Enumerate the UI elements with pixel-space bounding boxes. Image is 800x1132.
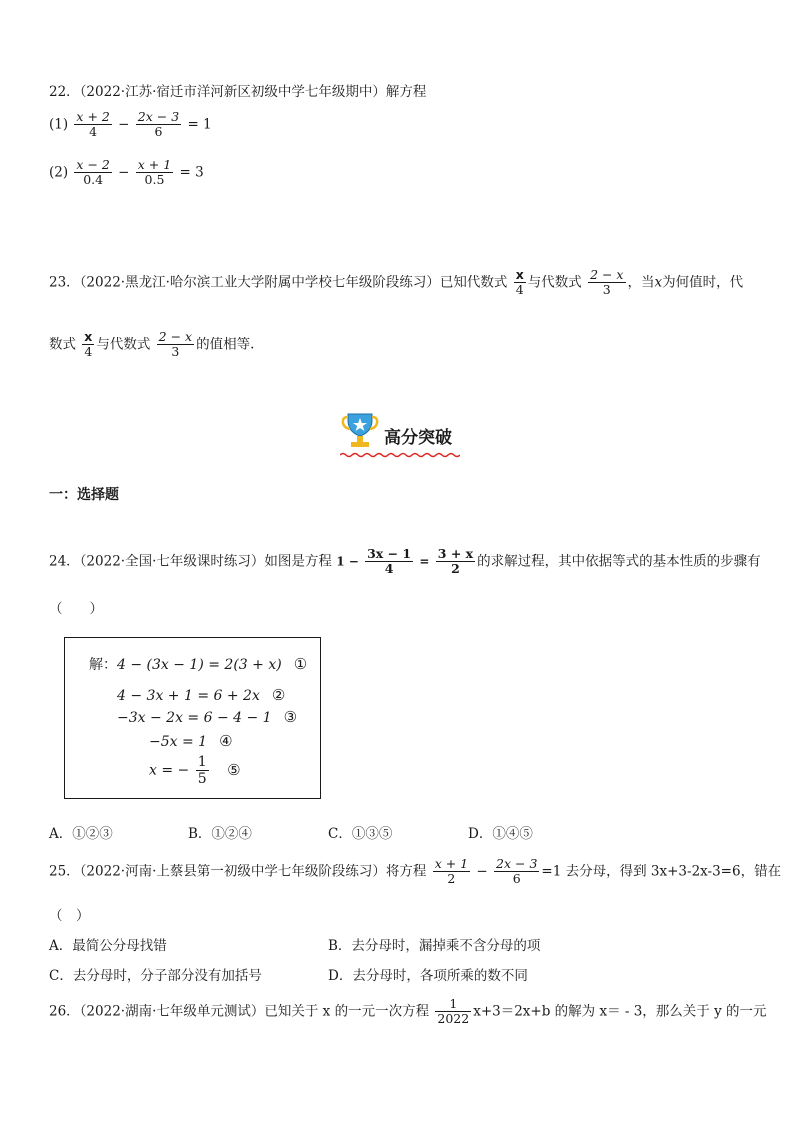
fraction: $\frac{x + 1}{2}$ (434, 856, 469, 887)
q22-part1: (1) $\frac{x + 2}{4}$ − $\frac{2x - 3}{6}$ = 1 (49, 109, 212, 140)
fraction: $\frac{2 - x}{3}$ (158, 329, 193, 360)
banner (340, 408, 460, 458)
q25-option-c[interactable]: C．去分母时，分子部分没有加括号 (49, 968, 262, 984)
q25-option-d[interactable]: D．去分母时，各项所乘的数不同 (328, 968, 528, 984)
q23-line2: 数式 $\frac{x}{4}$ 与代数式 $\frac{2 - x}{3}$ 的值相等. (49, 329, 255, 360)
fraction: $\frac{x - 2}{0.4}$ (76, 157, 110, 188)
q24-option-d[interactable]: D．①④⑤ (468, 826, 533, 842)
q25-line1: 25．（2022·河南·上蔡县第一初级中学七年级阶段练习）将方程 $\frac{x + 1}{2}$ − $\frac{2x - 3}{6}$ =1 去分母，得到 3x+3-2x-3=6，错在 (49, 856, 782, 887)
q23-source: （2022·黑龙江·哈尔滨工业大学附属中学校七年级阶段练习） (79, 274, 440, 291)
fraction: $\frac{x + 2}{4}$ (76, 109, 110, 140)
q22-stem: 解方程 (385, 84, 427, 100)
section-title: 一：选择题 (49, 487, 119, 503)
trophy-icon (340, 408, 380, 454)
banner-wave (340, 452, 460, 458)
solution-step: −5x = 1 ④ (149, 732, 233, 750)
q25-answer-paren: （ ） (49, 908, 90, 924)
q22-part2: (2) $\frac{x - 2}{0.4}$ − $\frac{x + 1}{0.5}$ = 3 (49, 157, 204, 188)
q25-option-a[interactable]: A．最简公分母找错 (49, 938, 167, 954)
q25-source: （2022·河南·上蔡县第一初级中学七年级阶段练习） (79, 863, 386, 880)
fraction: $\frac{2 - x}{3}$ (590, 267, 624, 298)
q23-line1: 23．（2022·黑龙江·哈尔滨工业大学附属中学校七年级阶段练习）已知代数式 $\frac{x}{4}$ 与代数式 $\frac{2 - x}{3}$ ，当x为何值时，代 (49, 267, 744, 298)
q24-option-a[interactable]: A．①②③ (49, 826, 113, 842)
fraction: $\frac{x}{4}$ (515, 267, 524, 298)
solution-step: −3x − 2x = 6 − 4 − 1 ③ (117, 708, 298, 726)
q24-answer-paren: （ ） (49, 601, 103, 617)
q24-option-c[interactable]: C．①③⑤ (328, 826, 393, 842)
solution-step-final: x = − $\frac{1}{5}$ ⑤ (149, 754, 241, 788)
banner-title: 高分突破 (384, 428, 452, 448)
fraction: $\frac{3x - 1}{4}$ (367, 546, 412, 577)
solution-step: 4 − 3x + 1 = 6 + 2x ② (117, 686, 286, 704)
fraction: $\frac{x}{4}$ (84, 329, 93, 360)
q22-number: 22． (49, 84, 80, 100)
fraction: $\frac{1}{2022}$ (437, 996, 470, 1027)
fraction: $\frac{x + 1}{0.5}$ (137, 157, 172, 188)
fraction: $\frac{2x - 3}{6}$ (137, 109, 180, 140)
fraction: $\frac{3 + x}{2}$ (437, 546, 474, 577)
q24-source: （2022·全国·七年级课时练习） (79, 553, 265, 570)
q24-option-b[interactable]: B．①②④ (188, 826, 252, 842)
q26-source: （2022·湖南·七年级单元测试） (79, 1003, 265, 1020)
q22-header (49, 80, 426, 100)
fraction: $\frac{1}{5}$ (197, 754, 207, 788)
solution-box (64, 637, 321, 799)
q22-source: （2022·江苏·宿迁市洋河新区初级中学七年级期中） (79, 84, 386, 100)
q25-option-b[interactable]: B．去分母时，漏掉乘不含分母的项 (328, 938, 541, 954)
solution-step: 解：4 − (3x − 1) = 2(3 + x) ① (89, 655, 308, 673)
q24-line1: 24．（2022·全国·七年级课时练习）如图是方程 1 − $\frac{3x - 1}{4}$ = $\frac{3 + x}{2}$ 的求解过程，其中依据等式的基本性质的步骤有 (49, 546, 761, 577)
q26-line1: 26．（2022·湖南·七年级单元测试）已知关于 x 的一元一次方程 $\frac{1}{2022}$ x+3＝2x+b 的解为 x＝ - 3，那么关于 y 的一元 (49, 996, 767, 1027)
fraction: $\frac{2x - 3}{6}$ (496, 856, 538, 887)
